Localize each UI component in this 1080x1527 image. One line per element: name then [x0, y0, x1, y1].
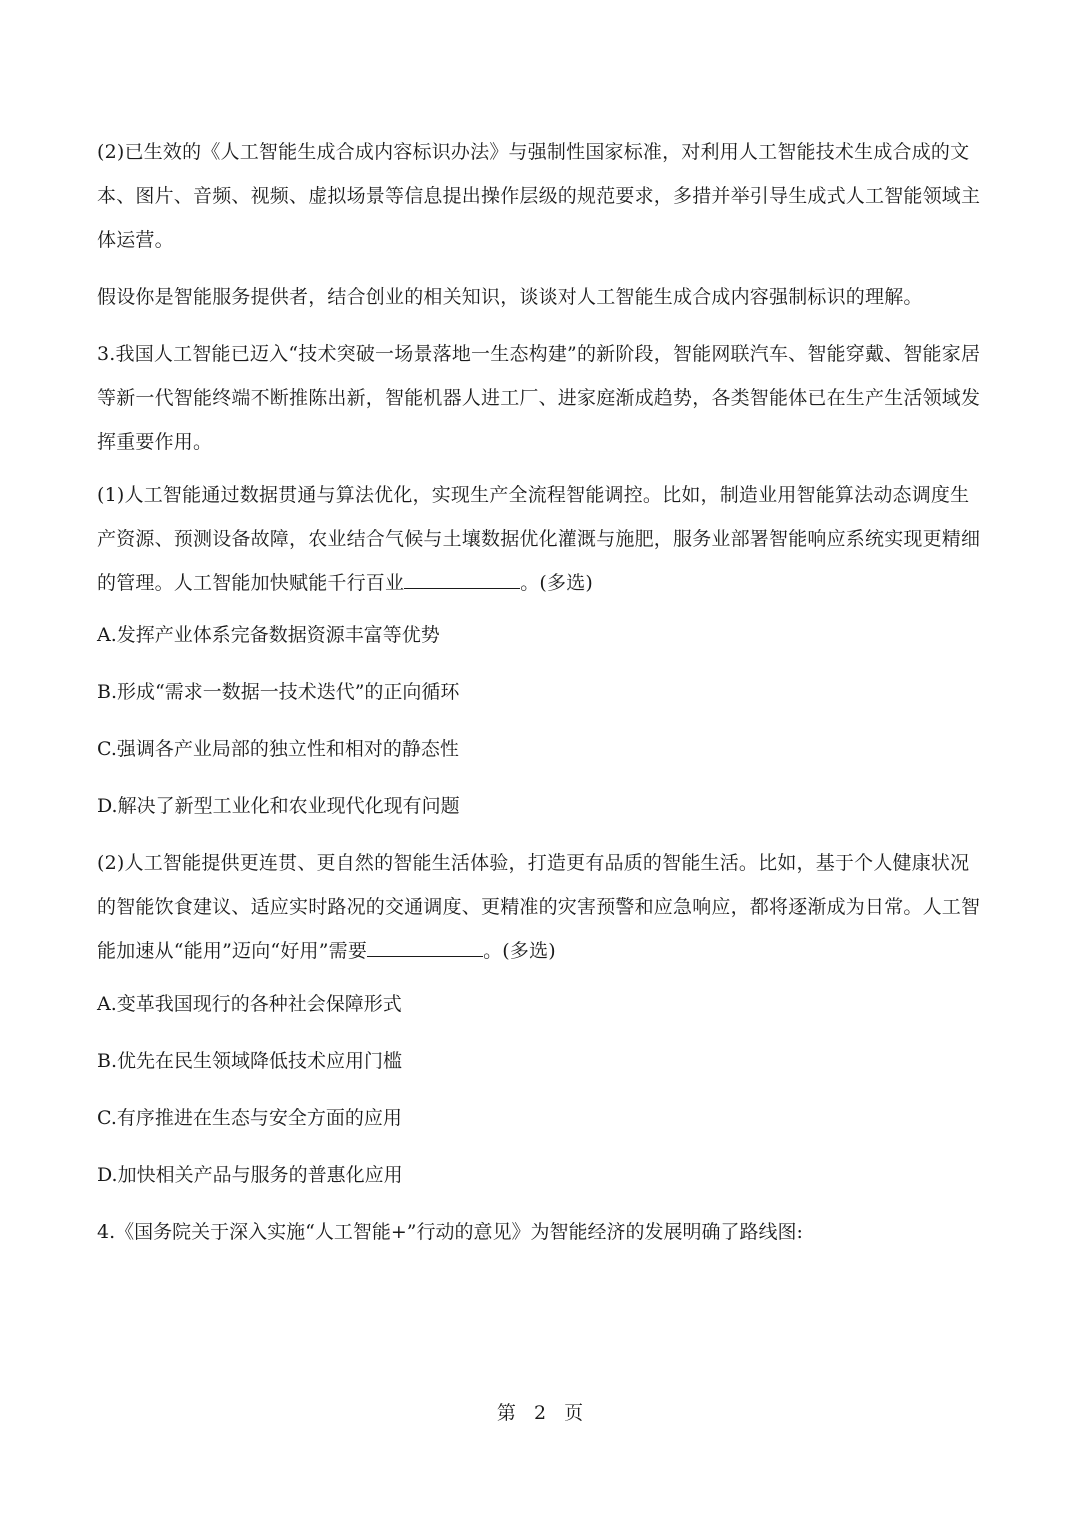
page-footer	[0, 1398, 1080, 1428]
question-2-prompt: 假设你是智能服务提供者，结合创业的相关知识，谈谈对人工智能生成合成内容强制标识的理解。	[97, 286, 923, 308]
question-3-part-2-tail: 。(多选)	[483, 940, 556, 962]
q3-part2-option-b: B.优先在民生领域降低技术应用门槛	[97, 1050, 403, 1072]
q3-part2-option-a: A.变革我国现行的各种社会保障形式	[97, 993, 402, 1015]
question-2-part-2-text: (2)已生效的《人工智能生成合成内容标识办法》与强制性国家标准，对利用人工智能技术生成合成的文本、图片、音频、视频、虚拟场景等信息提出操作层级的规范要求，多措并举引导生成式人工智能领域主体运营。	[97, 141, 981, 251]
answer-blank-2	[367, 938, 483, 957]
question-3-part-1-text	[97, 473, 987, 605]
q3-part2-option-d: D.加快相关产品与服务的普惠化应用	[97, 1164, 403, 1186]
question-3-part-1-body: (1)人工智能通过数据贯通与算法优化，实现生产全流程智能调控。比如，制造业用智能算法动态调度生产资源、预测设备故障，农业结合气候与土壤数据优化灌溉与施肥，服务业部署智能响应系统实现更精细的管理。人工智能加快赋能千行百业	[97, 484, 981, 594]
question-3-stem: 3.我国人工智能已迈入“技术突破一场景落地一生态构建”的新阶段，智能网联汽车、智能穿戴、智能家居等新一代智能终端不断推陈出新，智能机器人进工厂、进家庭渐成趋势，各类智能体已在生产生活领域发挥重要作用。	[97, 343, 981, 453]
q3-part2-option-c: C.有序推进在生态与安全方面的应用	[97, 1107, 402, 1129]
question-4-text: 4.《国务院关于深入实施“人工智能+”行动的意见》为智能经济的发展明确了路线图:	[97, 1221, 803, 1243]
question-3-part-2-text	[97, 841, 987, 973]
page-number: 2	[533, 1402, 547, 1424]
question-3-part-2-body: (2)人工智能提供更连贯、更自然的智能生活体验，打造更有品质的智能生活。比如，基于个人健康状况的智能饮食建议、适应实时路况的交通调度、更精准的灾害预警和应急响应，都将逐渐成为日常。人工智能加速从“能用”迈向“好用”需要	[97, 852, 981, 962]
page-label-prefix: 第	[496, 1402, 516, 1424]
q3-part1-option-b: B.形成“需求一数据一技术迭代”的正向循环	[97, 681, 460, 703]
q3-part1-option-d: D.解决了新型工业化和农业现代化现有问题	[97, 795, 460, 817]
q3-part1-option-a: A.发挥产业体系完备数据资源丰富等优势	[97, 624, 440, 646]
question-3-part-1-tail: 。(多选)	[520, 572, 594, 594]
answer-blank-1	[404, 570, 520, 589]
page-label-suffix: 页	[564, 1402, 584, 1424]
q3-part1-option-c: C.强调各产业局部的独立性和相对的静态性	[97, 738, 459, 760]
